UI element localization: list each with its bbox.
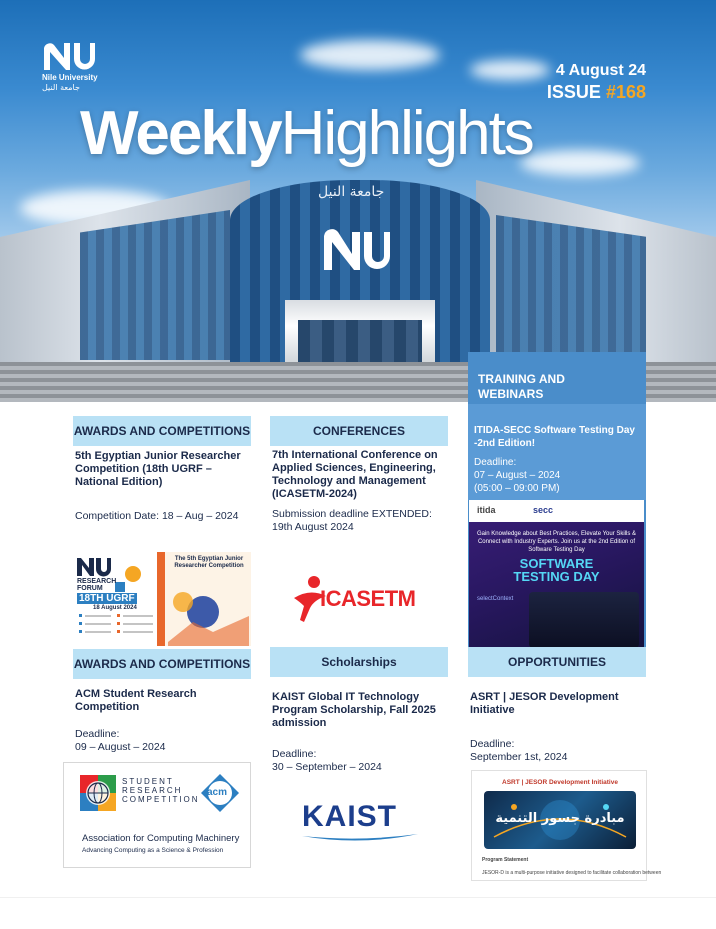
building-left-glass [80, 210, 230, 360]
deadline-label: Deadline: [75, 728, 120, 740]
tag-scholarships: Scholarships [270, 647, 448, 677]
nu-logo-icon [42, 40, 102, 72]
kaist-swoosh-icon [300, 832, 420, 844]
src-line3: COMPETITION [122, 795, 200, 804]
acm-tagline: Advancing Computing as a Science & Profession [82, 847, 224, 854]
poster-date: 18 August 2024 [93, 605, 137, 611]
acm-association: Association for Computing Machinery [82, 833, 240, 844]
item-title-kaist[interactable]: KAIST Global IT Technology Program Scholarship, Fall 2025 admission [272, 691, 436, 729]
issue-label: ISSUE [546, 82, 606, 102]
deadline-date: 30 – September – 2024 [272, 761, 382, 773]
poster-forum-line2: FORUM [77, 585, 103, 592]
jesor-banner [484, 791, 636, 849]
org-name-arabic: جامعة النيل [42, 83, 80, 92]
item-deadline-software-testing-day [474, 456, 642, 495]
item-deadline-acm-src [75, 728, 255, 754]
tag-awards-competitions: AWARDS AND COMPETITIONS [73, 416, 251, 446]
kaist-logo-text: KAIST [302, 800, 397, 833]
promo-brand-itida: itida [477, 505, 496, 515]
promo-software-testing-day[interactable] [469, 500, 644, 648]
promo-headline [473, 557, 640, 583]
jesor-arabic-title: مبادرة جسور التنمية [495, 811, 625, 826]
tag-conferences: CONFERENCES [270, 416, 448, 446]
laptop-image [529, 592, 639, 648]
deadline-date: 09 – August – 2024 [75, 741, 166, 753]
issue-number [547, 82, 646, 103]
building-sign: جامعة النيل [318, 184, 385, 200]
logo-icasetm[interactable] [290, 572, 430, 628]
title-light: Highlights [280, 99, 533, 168]
poster-edition: 18TH UGRF [79, 593, 135, 604]
jesor-caption: Program Statement [482, 857, 529, 863]
promo-headline-1: SOFTWARE [519, 556, 594, 571]
icasetm-logo-text: ICASETM [320, 586, 416, 611]
src-logo-text [122, 777, 200, 804]
deadline-label: Deadline: [470, 738, 515, 750]
item-deadline-jesor [470, 738, 646, 764]
item-title-junior-researcher[interactable]: 5th Egyptian Junior Researcher Competition (18th UGRF – National Edition) [75, 450, 241, 488]
deadline-label: Deadline: [474, 457, 517, 468]
image-jesor[interactable] [471, 770, 662, 881]
promo-headline-2: TESTING DAY [513, 569, 600, 584]
training-body [468, 404, 646, 500]
item-deadline-icasetm: Submission deadline EXTENDED: 19th August 2024 [272, 508, 432, 533]
issue-number-value: #168 [605, 82, 646, 102]
acm-badge-text: acm [207, 787, 228, 798]
poster-headline: The 5th Egyptian Junior Researcher Competition [174, 556, 244, 569]
cloud [470, 60, 550, 80]
tag-awards-competitions-2: AWARDS AND COMPETITIONS [73, 649, 251, 679]
tag-opportunities: OPPORTUNITIES [468, 647, 646, 677]
item-title-acm-src[interactable]: ACM Student Research Competition [75, 688, 197, 713]
deadline-time: (05:00 – 09:00 PM) [474, 483, 560, 494]
newsletter-title [80, 98, 533, 169]
deadline-date: 07 – August – 2024 [474, 470, 561, 481]
item-title-jesor[interactable]: ASRT | JESOR Development Initiative [470, 691, 619, 716]
issue-date: 4 August 24 [555, 62, 646, 79]
building-right-glass [496, 215, 646, 360]
promo-code-snippet: selectContext [477, 596, 514, 602]
hero-banner [0, 0, 716, 402]
poster-forum-line1: RESEARCH [77, 578, 117, 585]
poster-ugrf[interactable] [73, 552, 251, 646]
cloud [520, 150, 640, 176]
item-deadline-kaist [272, 748, 452, 774]
item-title-software-testing-day[interactable]: ITIDA-SECC Software Testing Day -2nd Edition! [474, 425, 635, 449]
src-globe-icon [78, 773, 118, 813]
promo-text: Gain Knowledge about Best Practices, Elevate Your Skills & Connect with Industry Experts. Join us at the 2nd Edition of Software Testing Day [476, 531, 637, 553]
tag-training-webinars: TRAINING AND WEBINARS [478, 372, 565, 401]
building-entrance-glass [298, 320, 422, 365]
cloud [300, 40, 440, 70]
logo-kaist[interactable] [300, 798, 420, 844]
src-line2: RESEARCH [122, 786, 183, 795]
page-footer [0, 897, 716, 929]
org-name: Nile University [42, 73, 98, 82]
item-date-junior-researcher: Competition Date: 18 – Aug – 2024 [75, 510, 239, 522]
item-title-icasetm[interactable]: 7th International Conference on Applied Sciences, Engineering, Technology and Management (ICASETM-2024) [272, 449, 438, 500]
src-line1: STUDENT [122, 777, 174, 786]
deadline-date: September 1st, 2024 [470, 751, 568, 763]
logo-acm-src[interactable] [63, 762, 251, 868]
jesor-body: JESOR-D is a multi-purpose initiative designed to facilitate collaboration between [482, 870, 662, 876]
title-bold: Weekly [80, 99, 281, 168]
jesor-heading: ASRT | JESOR Development Initiative [502, 779, 618, 786]
building-nu-logo [318, 226, 390, 274]
deadline-label: Deadline: [272, 748, 317, 760]
promo-brand-secc: secc [533, 505, 554, 515]
